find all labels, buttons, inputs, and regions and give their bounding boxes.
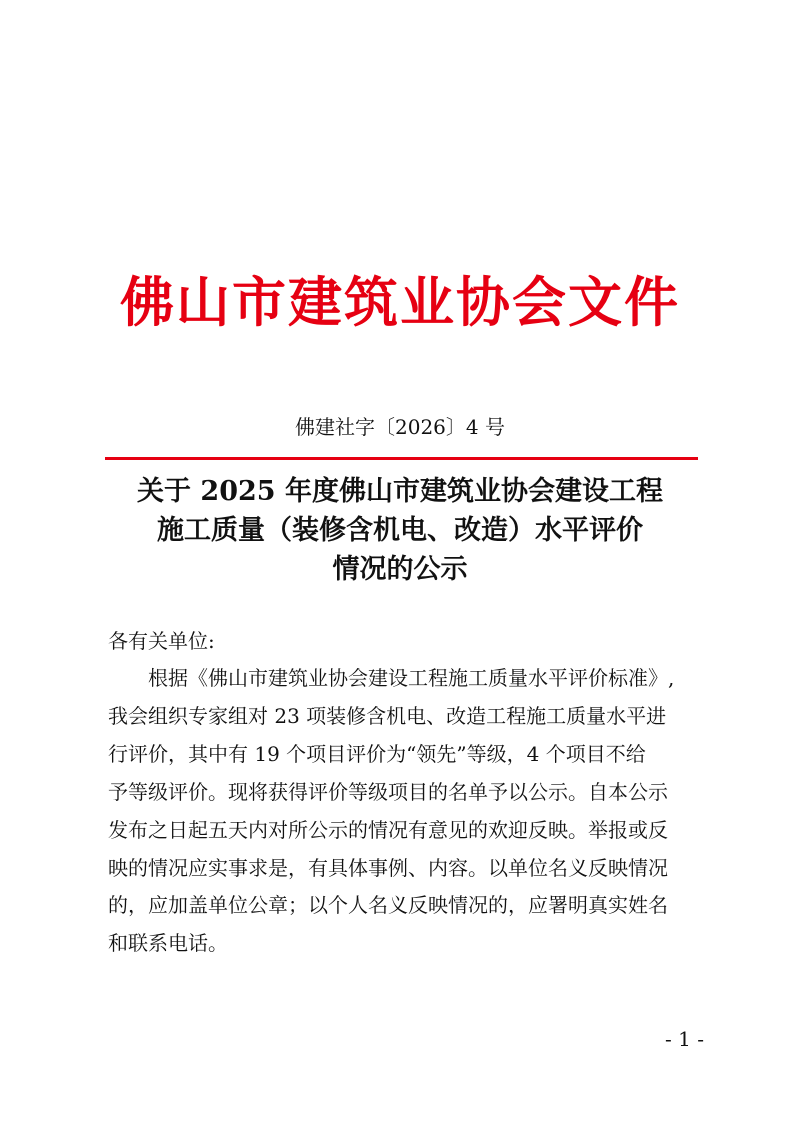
- masthead-title: 佛山市建筑业协会文件: [120, 271, 680, 334]
- page-number: - 1 -: [665, 1027, 704, 1051]
- document-number: 佛建社字〔2026〕4 号: [295, 415, 505, 439]
- body-line: 和联系电话。: [108, 931, 228, 956]
- body-line: 根据《佛山市建筑业协会建设工程施工质量水平评价标准》,: [148, 666, 675, 690]
- body-paragraph: [108, 660, 703, 963]
- body-line: 我会组织专家组对 23 项装修含机电、改造工程施工质量水平进: [108, 703, 667, 728]
- title-line-3: 情况的公示: [332, 554, 468, 585]
- salutation: 各有关单位:: [108, 629, 215, 653]
- body-line: 行评价，其中有 19 个项目评价为“领先”等级，4 个项目不给: [108, 741, 646, 766]
- body-line: 映的情况应实事求是，有具体事例、内容。以单位名义反映情况: [108, 855, 668, 880]
- body-line: 的，应加盖单位公章；以个人名义反映情况的，应署明真实姓名: [108, 893, 668, 918]
- body-line: 予等级评价。现将获得评价等级项目的名单予以公示。自本公示: [108, 779, 668, 804]
- notice-title: [90, 472, 710, 589]
- title-line-2: 施工质量（装修含机电、改造）水平评价: [157, 515, 643, 546]
- title-line-1: 关于 2025 年度佛山市建筑业协会建设工程: [137, 476, 663, 507]
- body-line: 发布之日起五天内对所公示的情况有意见的欢迎反映。举报或反: [108, 817, 668, 842]
- red-divider: [105, 457, 698, 460]
